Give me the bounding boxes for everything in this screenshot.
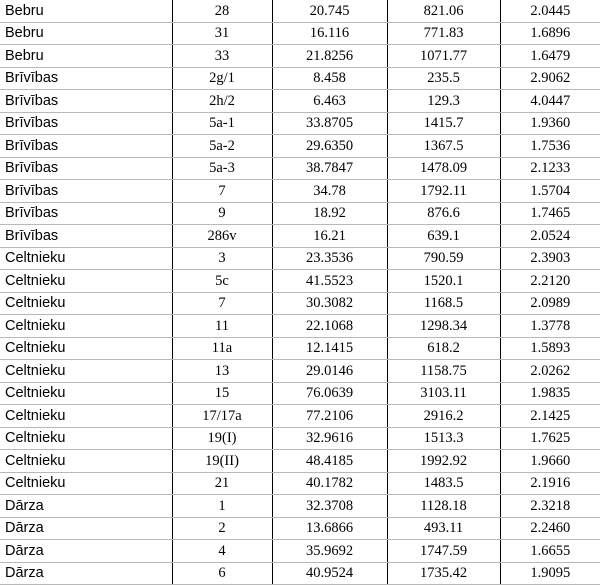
value-cell: 18.92 [272,202,387,225]
area-cell: 235.5 [387,67,500,90]
street-cell: Dārza [0,517,172,540]
table-row [0,0,600,22]
table-row [0,360,600,383]
building-number-cell: 11 [172,315,272,338]
street-cell: Celtnieku [0,405,172,428]
table-row [0,405,600,428]
street-cell: Celtnieku [0,450,172,473]
building-number-cell: 5a-2 [172,135,272,158]
building-number-cell: 2 [172,517,272,540]
value-cell: 13.6866 [272,517,387,540]
street-cell: Celtnieku [0,270,172,293]
table-row [0,495,600,518]
table-row [0,450,600,473]
street-cell: Celtnieku [0,337,172,360]
table-row [0,22,600,45]
area-cell: 1071.77 [387,45,500,68]
building-number-cell: 9 [172,202,272,225]
building-number-cell: 7 [172,292,272,315]
area-cell: 876.6 [387,202,500,225]
building-number-cell: 5a-3 [172,157,272,180]
area-cell: 1992.92 [387,450,500,473]
table-row [0,202,600,225]
ratio-cell: 2.1233 [500,157,600,180]
ratio-cell: 2.0262 [500,360,600,383]
ratio-cell: 2.0989 [500,292,600,315]
ratio-cell: 1.6655 [500,540,600,563]
area-cell: 1415.7 [387,112,500,135]
table-row [0,517,600,540]
value-cell: 30.3082 [272,292,387,315]
area-cell: 3103.11 [387,382,500,405]
value-cell: 34.78 [272,180,387,203]
building-number-cell: 17/17a [172,405,272,428]
area-cell: 771.83 [387,22,500,45]
street-cell: Celtnieku [0,247,172,270]
ratio-cell: 4.0447 [500,90,600,113]
ratio-cell: 1.7625 [500,427,600,450]
area-cell: 1747.59 [387,540,500,563]
area-cell: 1735.42 [387,562,500,585]
area-cell: 618.2 [387,337,500,360]
area-cell: 1513.3 [387,427,500,450]
table-row [0,67,600,90]
area-cell: 1168.5 [387,292,500,315]
ratio-cell: 2.0524 [500,225,600,248]
ratio-cell: 2.3903 [500,247,600,270]
street-cell: Brīvības [0,135,172,158]
value-cell: 29.0146 [272,360,387,383]
street-cell: Dārza [0,540,172,563]
building-number-cell: 5a-1 [172,112,272,135]
table-row [0,247,600,270]
table-row [0,45,600,68]
street-cell: Brīvības [0,202,172,225]
ratio-cell: 1.9360 [500,112,600,135]
ratio-cell: 2.1425 [500,405,600,428]
street-cell: Brīvības [0,67,172,90]
ratio-cell: 1.7536 [500,135,600,158]
table-row [0,315,600,338]
building-number-cell: 5c [172,270,272,293]
building-number-cell: 286v [172,225,272,248]
ratio-cell: 1.6479 [500,45,600,68]
value-cell: 12.1415 [272,337,387,360]
area-cell: 1478.09 [387,157,500,180]
value-cell: 40.9524 [272,562,387,585]
area-cell: 1792.11 [387,180,500,203]
table-row [0,472,600,495]
area-cell: 129.3 [387,90,500,113]
value-cell: 16.21 [272,225,387,248]
value-cell: 20.745 [272,0,387,22]
ratio-cell: 1.9835 [500,382,600,405]
street-cell: Celtnieku [0,315,172,338]
value-cell: 48.4185 [272,450,387,473]
value-cell: 8.458 [272,67,387,90]
ratio-cell: 1.9660 [500,450,600,473]
building-number-cell: 31 [172,22,272,45]
building-number-cell: 11a [172,337,272,360]
ratio-cell: 2.0445 [500,0,600,22]
value-cell: 21.8256 [272,45,387,68]
street-cell: Celtnieku [0,292,172,315]
building-number-cell: 2h/2 [172,90,272,113]
table-row [0,157,600,180]
ratio-cell: 2.1916 [500,472,600,495]
value-cell: 16.116 [272,22,387,45]
area-cell: 1483.5 [387,472,500,495]
area-cell: 493.11 [387,517,500,540]
ratio-cell: 1.7465 [500,202,600,225]
table-row [0,337,600,360]
value-cell: 23.3536 [272,247,387,270]
value-cell: 38.7847 [272,157,387,180]
ratio-cell: 1.9095 [500,562,600,585]
building-number-cell: 19(I) [172,427,272,450]
value-cell: 77.2106 [272,405,387,428]
table-row [0,225,600,248]
ratio-cell: 2.3218 [500,495,600,518]
table-row [0,292,600,315]
street-cell: Celtnieku [0,472,172,495]
value-cell: 29.6350 [272,135,387,158]
table-row [0,270,600,293]
value-cell: 41.5523 [272,270,387,293]
value-cell: 33.8705 [272,112,387,135]
area-cell: 1158.75 [387,360,500,383]
value-cell: 6.463 [272,90,387,113]
street-cell: Dārza [0,562,172,585]
street-cell: Brīvības [0,112,172,135]
street-cell: Bebru [0,22,172,45]
area-cell: 1298.34 [387,315,500,338]
table-row [0,427,600,450]
ratio-cell: 2.2120 [500,270,600,293]
street-cell: Celtnieku [0,382,172,405]
building-number-cell: 13 [172,360,272,383]
building-number-cell: 6 [172,562,272,585]
area-cell: 821.06 [387,0,500,22]
street-cell: Bebru [0,0,172,22]
street-cell: Bebru [0,45,172,68]
area-cell: 1367.5 [387,135,500,158]
building-number-cell: 1 [172,495,272,518]
value-cell: 76.0639 [272,382,387,405]
building-number-cell: 28 [172,0,272,22]
street-cell: Celtnieku [0,427,172,450]
street-cell: Dārza [0,495,172,518]
value-cell: 32.9616 [272,427,387,450]
building-number-cell: 15 [172,382,272,405]
area-cell: 790.59 [387,247,500,270]
ratio-cell: 1.5704 [500,180,600,203]
table-row [0,112,600,135]
table-row [0,90,600,113]
building-number-cell: 7 [172,180,272,203]
table-row [0,135,600,158]
value-cell: 35.9692 [272,540,387,563]
area-cell: 1128.18 [387,495,500,518]
street-cell: Brīvības [0,90,172,113]
table-row [0,562,600,585]
table-row [0,540,600,563]
building-number-cell: 4 [172,540,272,563]
street-cell: Brīvības [0,180,172,203]
table-row [0,382,600,405]
building-number-cell: 19(II) [172,450,272,473]
ratio-cell: 1.3778 [500,315,600,338]
value-cell: 32.3708 [272,495,387,518]
building-number-cell: 21 [172,472,272,495]
street-cell: Brīvības [0,225,172,248]
ratio-cell: 2.2460 [500,517,600,540]
value-cell: 22.1068 [272,315,387,338]
building-number-cell: 2g/1 [172,67,272,90]
street-cell: Celtnieku [0,360,172,383]
building-number-cell: 3 [172,247,272,270]
ratio-cell: 1.6896 [500,22,600,45]
area-cell: 1520.1 [387,270,500,293]
value-cell: 40.1782 [272,472,387,495]
area-cell: 2916.2 [387,405,500,428]
ratio-cell: 2.9062 [500,67,600,90]
table-row [0,180,600,203]
building-number-cell: 33 [172,45,272,68]
street-cell: Brīvības [0,157,172,180]
ratio-cell: 1.5893 [500,337,600,360]
area-cell: 639.1 [387,225,500,248]
